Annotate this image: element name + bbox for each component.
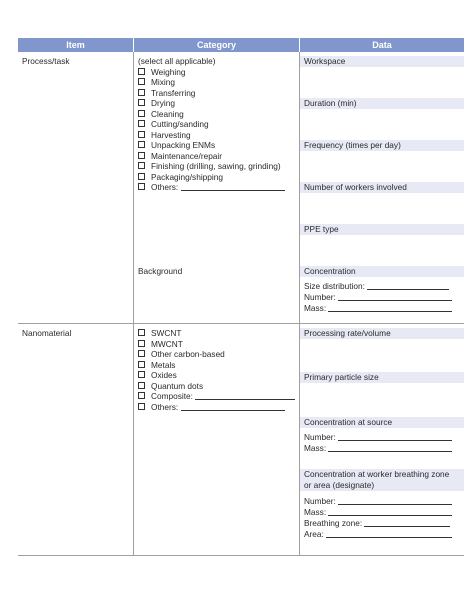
row-divider [18, 323, 464, 324]
checkbox[interactable] [138, 110, 145, 117]
process-option[interactable]: Maintenance/repair [138, 151, 222, 162]
blank-line[interactable] [195, 392, 295, 400]
data-field-concentration: Concentration [300, 266, 464, 277]
checkbox[interactable] [138, 152, 145, 159]
process-option-others[interactable]: Others: [138, 182, 285, 193]
select-note: (select all applicable) [138, 56, 216, 66]
data-field-processing-rate: Processing rate/volume [300, 328, 464, 339]
bz-mass-field[interactable]: Mass: [304, 507, 452, 518]
checkbox[interactable] [138, 183, 145, 190]
process-option[interactable]: Cutting/sanding [138, 119, 209, 130]
data-field-duration: Duration (min) [300, 98, 464, 109]
checkbox[interactable] [138, 99, 145, 106]
process-option[interactable]: Mixing [138, 77, 175, 88]
table-bottom-border [18, 555, 464, 556]
number-field[interactable]: Number: [304, 292, 452, 303]
data-field-frequency: Frequency (times per day) [300, 140, 464, 151]
others-blank-line[interactable] [181, 183, 285, 191]
nanomaterial-option[interactable]: Metals [138, 360, 175, 371]
data-field-ppe: PPE type [300, 224, 464, 235]
checkbox[interactable] [138, 162, 145, 169]
checkbox[interactable] [138, 350, 145, 357]
blank-line[interactable] [367, 282, 449, 290]
nanomaterial-option[interactable]: Oxides [138, 370, 177, 381]
blank-line[interactable] [338, 497, 452, 505]
checkbox[interactable] [138, 371, 145, 378]
column-divider [133, 52, 134, 556]
checkbox[interactable] [138, 68, 145, 75]
checkbox[interactable] [138, 340, 145, 347]
item-nanomaterial: Nanomaterial [22, 328, 72, 338]
process-option[interactable]: Drying [138, 98, 175, 109]
blank-line[interactable] [328, 444, 452, 452]
nanomaterial-option[interactable]: MWCNT [138, 339, 183, 350]
checkbox[interactable] [138, 78, 145, 85]
blank-line[interactable] [326, 530, 452, 538]
blank-line[interactable] [328, 304, 452, 312]
header-data: Data [300, 38, 464, 52]
process-option[interactable]: Packaging/shipping [138, 172, 223, 183]
bz-area-field[interactable]: Area: [304, 529, 452, 540]
process-option[interactable]: Transferring [138, 88, 195, 99]
blank-line[interactable] [328, 508, 452, 516]
checkbox[interactable] [138, 131, 145, 138]
data-field-workers: Number of workers involved [300, 182, 464, 193]
bz-breathing-zone-field[interactable]: Breathing zone: [304, 518, 450, 529]
blank-line[interactable] [364, 519, 450, 527]
checkbox[interactable] [138, 382, 145, 389]
nanomaterial-option[interactable]: Quantum dots [138, 381, 203, 392]
process-option[interactable]: Weighing [138, 67, 185, 78]
checkbox[interactable] [138, 120, 145, 127]
data-field-concentration-source: Concentration at source [300, 417, 464, 428]
process-option[interactable]: Unpacking ENMs [138, 140, 215, 151]
data-collection-table [18, 38, 464, 556]
checkbox[interactable] [138, 403, 145, 410]
process-option[interactable]: Harvesting [138, 130, 191, 141]
nanomaterial-option-others[interactable]: Others: [138, 402, 285, 413]
category-background: Background [138, 266, 183, 276]
data-field-primary-particle-size: Primary particle size [300, 372, 464, 383]
nanomaterial-option-composite[interactable]: Composite: [138, 391, 295, 402]
source-number-field[interactable]: Number: [304, 432, 452, 443]
checkbox[interactable] [138, 392, 145, 399]
bz-number-field[interactable]: Number: [304, 496, 452, 507]
process-option[interactable]: Cleaning [138, 109, 184, 120]
size-distribution-field[interactable]: Size distribution: [304, 281, 449, 292]
checkbox[interactable] [138, 361, 145, 368]
mass-field[interactable]: Mass: [304, 303, 452, 314]
header-category: Category [134, 38, 299, 52]
checkbox[interactable] [138, 329, 145, 336]
nanomaterial-option[interactable]: SWCNT [138, 328, 181, 339]
checkbox[interactable] [138, 89, 145, 96]
nanomaterial-option[interactable]: Other carbon-based [138, 349, 225, 360]
header-item: Item [18, 38, 133, 52]
blank-line[interactable] [181, 403, 285, 411]
data-field-workspace: Workspace [300, 56, 464, 67]
blank-line[interactable] [338, 293, 452, 301]
data-field-breathing-zone: Concentration at worker breathing zone or area (designate) [300, 469, 464, 491]
source-mass-field[interactable]: Mass: [304, 443, 452, 454]
item-process-task: Process/task [22, 56, 70, 66]
checkbox[interactable] [138, 141, 145, 148]
checkbox[interactable] [138, 173, 145, 180]
blank-line[interactable] [338, 433, 452, 441]
process-option[interactable]: Finishing (drilling, sawing, grinding) [138, 161, 281, 172]
